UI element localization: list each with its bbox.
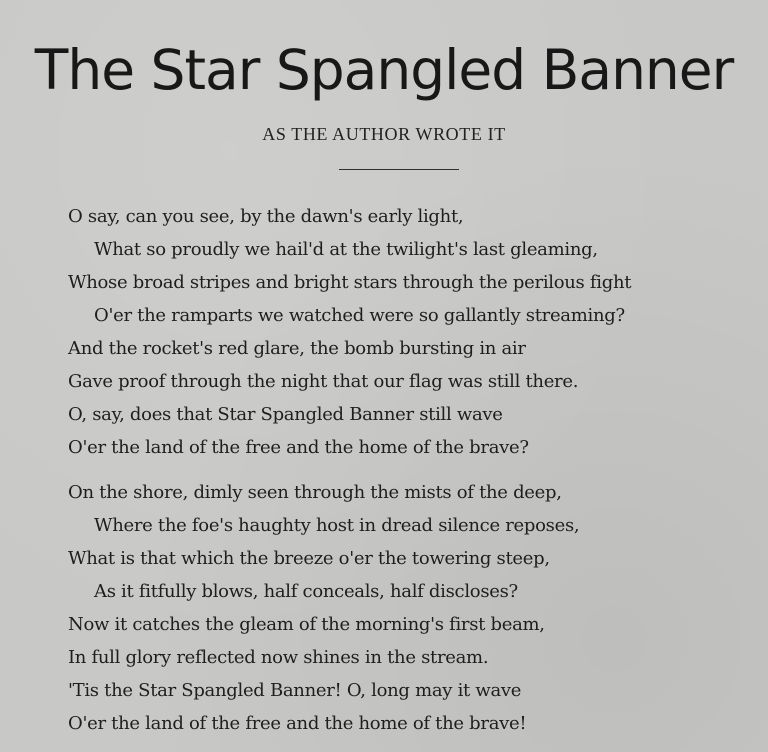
poem-line: O'er the ramparts we watched were so gallantly streaming? (94, 305, 625, 326)
poem-line: What is that which the breeze o'er the towering steep, (68, 548, 550, 569)
poem-line: O, say, does that Star Spangled Banner still wave (68, 404, 503, 425)
poem-line: What so proudly we hail'd at the twilight's last gleaming, (94, 239, 598, 260)
poem-line: Whose broad stripes and bright stars through the perilous fight (68, 272, 632, 293)
page-subtitle: AS THE AUTHOR WROTE IT (262, 124, 506, 144)
poem-line: Gave proof through the night that our flag was still there. (68, 371, 579, 392)
stanza-2 (68, 476, 728, 740)
poem-line: On the shore, dimly seen through the mists of the deep, (68, 482, 562, 503)
poem-line: O'er the land of the free and the home of the brave! (68, 713, 527, 734)
poem-line: And the rocket's red glare, the bomb bursting in air (68, 338, 526, 359)
poem-line: Where the foe's haughty host in dread silence reposes, (94, 515, 580, 536)
poem-line: Now it catches the gleam of the morning's first beam, (68, 614, 545, 635)
divider-rule (339, 169, 459, 170)
poem-line: As it fitfully blows, half conceals, half discloses? (94, 581, 518, 602)
poem-line: O say, can you see, by the dawn's early light, (68, 206, 464, 227)
poem-line: O'er the land of the free and the home of the brave? (68, 437, 529, 458)
poem-line: 'Tis the Star Spangled Banner! O, long may it wave (68, 680, 522, 701)
page-title: The Star Spangled Banner (34, 38, 734, 102)
poem-line: In full glory reflected now shines in the stream. (68, 647, 489, 668)
stanza-1 (68, 200, 728, 464)
